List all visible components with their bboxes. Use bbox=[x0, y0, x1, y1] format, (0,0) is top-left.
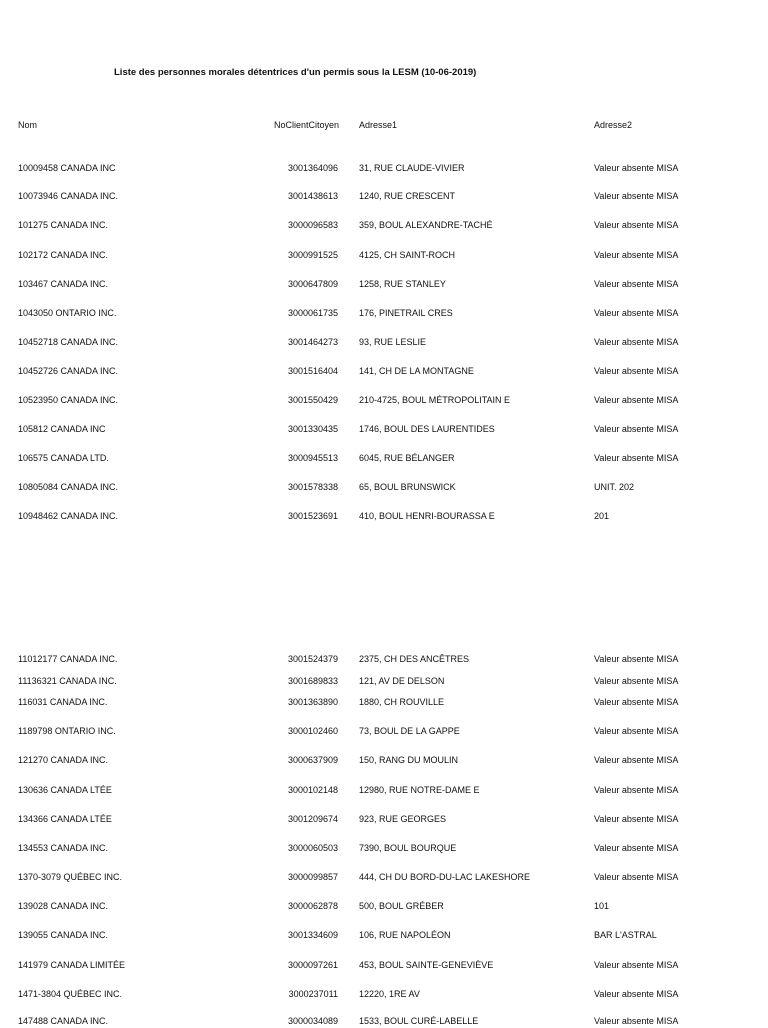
cell-adresse2: 201 bbox=[594, 511, 610, 521]
cell-no-client: 3000637909 bbox=[287, 755, 338, 765]
cell-nom: 101275 CANADA INC. bbox=[18, 220, 109, 230]
cell-no-client: 3001523691 bbox=[287, 511, 338, 521]
cell-adresse1: 1240, RUE CRESCENT bbox=[359, 191, 456, 201]
cell-no-client: 3001334609 bbox=[287, 930, 338, 940]
cell-adresse2: Valeur absente MISA bbox=[594, 755, 679, 765]
cell-adresse1: 73, BOUL DE LA GAPPE bbox=[359, 726, 460, 736]
cell-nom: 1189798 ONTARIO INC. bbox=[18, 726, 116, 736]
cell-adresse1: 121, AV DE DELSON bbox=[359, 676, 445, 686]
document-title: Liste des personnes morales détentrices d'un permis sous la LESM (10-06-2019) bbox=[114, 67, 477, 78]
cell-adresse2: Valeur absente MISA bbox=[594, 163, 679, 173]
cell-nom: 134366 CANADA LTÉE bbox=[18, 814, 112, 824]
cell-adresse2: Valeur absente MISA bbox=[594, 960, 679, 970]
cell-nom: 10009458 CANADA INC bbox=[18, 163, 116, 173]
table-row bbox=[0, 424, 768, 436]
cell-no-client: 3000060503 bbox=[287, 843, 338, 853]
cell-no-client: 3000991525 bbox=[287, 250, 338, 260]
cell-no-client: 3001550429 bbox=[287, 395, 338, 405]
table-row bbox=[0, 511, 768, 523]
cell-adresse2: Valeur absente MISA bbox=[594, 676, 679, 686]
table-row bbox=[0, 960, 768, 972]
cell-nom: 139055 CANADA INC. bbox=[18, 930, 109, 940]
cell-adresse2: Valeur absente MISA bbox=[594, 1016, 679, 1026]
cell-adresse2: Valeur absente MISA bbox=[594, 279, 679, 289]
cell-adresse1: 106, RUE NAPOLÉON bbox=[359, 930, 451, 940]
cell-adresse1: 65, BOUL BRUNSWICK bbox=[359, 482, 456, 492]
cell-adresse1: 923, RUE GEORGES bbox=[359, 814, 447, 824]
table-row bbox=[0, 453, 768, 465]
cell-nom: 121270 CANADA INC. bbox=[18, 755, 109, 765]
cell-adresse2: Valeur absente MISA bbox=[594, 697, 679, 707]
cell-adresse1: 410, BOUL HENRI-BOURASSA E bbox=[359, 511, 495, 521]
table-row bbox=[0, 337, 768, 349]
cell-no-client: 3001689833 bbox=[287, 676, 338, 686]
cell-nom: 1370-3079 QUÉBEC INC. bbox=[18, 872, 123, 882]
cell-adresse2: 101 bbox=[594, 901, 610, 911]
cell-adresse1: 7390, BOUL BOURQUE bbox=[359, 843, 457, 853]
cell-no-client: 3000647809 bbox=[287, 279, 338, 289]
cell-no-client: 3001524379 bbox=[287, 654, 338, 664]
cell-no-client: 3000237011 bbox=[288, 989, 338, 999]
cell-no-client: 3001363890 bbox=[287, 697, 338, 707]
cell-no-client: 3000097261 bbox=[287, 960, 338, 970]
table-row bbox=[0, 250, 768, 262]
cell-adresse1: 31, RUE CLAUDE-VIVIER bbox=[359, 163, 465, 173]
table-row bbox=[0, 814, 768, 826]
table-row bbox=[0, 220, 768, 232]
cell-adresse1: 93, RUE LESLIE bbox=[359, 337, 427, 347]
cell-no-client: 3000102148 bbox=[287, 785, 338, 795]
cell-adresse1: 6045, RUE BÉLANGER bbox=[359, 453, 455, 463]
cell-adresse1: 210-4725, BOUL MÉTROPOLITAIN E bbox=[359, 395, 511, 405]
cell-adresse1: 1746, BOUL DES LAURENTIDES bbox=[359, 424, 495, 434]
cell-nom: 1043050 ONTARIO INC. bbox=[18, 308, 117, 318]
cell-no-client: 3000102460 bbox=[287, 726, 338, 736]
cell-no-client: 3001330435 bbox=[287, 424, 338, 434]
cell-adresse1: 500, BOUL GRÉBER bbox=[359, 901, 444, 911]
cell-adresse2: Valeur absente MISA bbox=[594, 395, 679, 405]
cell-nom: 130636 CANADA LTÉE bbox=[18, 785, 112, 795]
table-row bbox=[0, 308, 768, 320]
cell-nom: 10452726 CANADA INC. bbox=[18, 366, 119, 376]
table-row bbox=[0, 785, 768, 797]
cell-no-client: 3000096583 bbox=[287, 220, 338, 230]
cell-nom: 10073946 CANADA INC. bbox=[18, 191, 119, 201]
cell-adresse1: 1258, RUE STANLEY bbox=[359, 279, 446, 289]
cell-adresse1: 12980, RUE NOTRE-DAME E bbox=[359, 785, 480, 795]
cell-nom: 10452718 CANADA INC. bbox=[18, 337, 119, 347]
cell-adresse1: 176, PINETRAIL CRES bbox=[359, 308, 453, 318]
cell-adresse2: Valeur absente MISA bbox=[594, 843, 679, 853]
cell-nom: 10948462 CANADA INC. bbox=[18, 511, 119, 521]
cell-nom: 147488 CANADA INC. bbox=[18, 1016, 109, 1026]
cell-adresse2: BAR L'ASTRAL bbox=[594, 930, 657, 940]
cell-no-client: 3001209674 bbox=[287, 814, 338, 824]
cell-no-client: 3000945513 bbox=[287, 453, 338, 463]
cell-adresse2: Valeur absente MISA bbox=[594, 337, 679, 347]
cell-adresse1: 453, BOUL SAINTE-GENEVIÈVE bbox=[359, 960, 494, 970]
cell-no-client: 3001464273 bbox=[287, 337, 338, 347]
cell-nom: 139028 CANADA INC. bbox=[18, 901, 109, 911]
cell-adresse1: 141, CH DE LA MONTAGNE bbox=[359, 366, 474, 376]
table-row bbox=[0, 901, 768, 913]
header-adresse1: Adresse1 bbox=[359, 120, 398, 130]
cell-nom: 141979 CANADA LIMITÉE bbox=[18, 960, 126, 970]
cell-no-client: 3000062878 bbox=[287, 901, 338, 911]
cell-no-client: 3000099857 bbox=[287, 872, 338, 882]
cell-nom: 116031 CANADA INC. bbox=[18, 697, 108, 707]
cell-adresse2: Valeur absente MISA bbox=[594, 814, 679, 824]
table-row bbox=[0, 482, 768, 494]
cell-adresse1: 359, BOUL ALEXANDRE-TACHÉ bbox=[359, 220, 493, 230]
cell-adresse2: Valeur absente MISA bbox=[594, 453, 679, 463]
table-row bbox=[0, 279, 768, 291]
table-row bbox=[0, 395, 768, 407]
header-adresse2: Adresse2 bbox=[594, 120, 633, 130]
cell-adresse2: Valeur absente MISA bbox=[594, 366, 679, 376]
cell-no-client: 3001516404 bbox=[287, 366, 338, 376]
table-row bbox=[0, 930, 768, 942]
cell-nom: 106575 CANADA LTD. bbox=[18, 453, 109, 463]
header-no-client: NoClientCitoyen bbox=[274, 120, 340, 130]
cell-no-client: 3001364096 bbox=[287, 163, 338, 173]
cell-no-client: 3000034089 bbox=[287, 1016, 338, 1026]
cell-adresse2: Valeur absente MISA bbox=[594, 989, 679, 999]
cell-adresse2: Valeur absente MISA bbox=[594, 726, 679, 736]
header-nom: Nom bbox=[18, 120, 38, 130]
cell-adresse1: 4125, CH SAINT-ROCH bbox=[359, 250, 456, 260]
cell-adresse2: Valeur absente MISA bbox=[594, 654, 679, 664]
cell-adresse2: Valeur absente MISA bbox=[594, 191, 679, 201]
cell-adresse1: 444, CH DU BORD-DU-LAC LAKESHORE bbox=[359, 872, 531, 882]
table-row bbox=[0, 843, 768, 855]
cell-nom: 10805084 CANADA INC. bbox=[18, 482, 119, 492]
table-row bbox=[0, 366, 768, 378]
table-row bbox=[0, 191, 768, 203]
table-row bbox=[0, 654, 768, 666]
cell-nom: 105812 CANADA INC bbox=[18, 424, 106, 434]
table-row bbox=[0, 872, 768, 884]
cell-adresse2: Valeur absente MISA bbox=[594, 220, 679, 230]
cell-nom: 11136321 CANADA INC. bbox=[18, 676, 117, 686]
cell-adresse1: 1880, CH ROUVILLE bbox=[359, 697, 445, 707]
cell-no-client: 3001438613 bbox=[287, 191, 338, 201]
table-row bbox=[0, 1016, 768, 1028]
cell-adresse1: 150, RANG DU MOULIN bbox=[359, 755, 459, 765]
cell-nom: 103467 CANADA INC. bbox=[18, 279, 109, 289]
cell-adresse1: 12220, 1RE AV bbox=[359, 989, 420, 999]
cell-nom: 1471-3804 QUÉBEC INC. bbox=[18, 989, 123, 999]
table-row bbox=[0, 755, 768, 767]
cell-nom: 10523950 CANADA INC. bbox=[18, 395, 119, 405]
cell-adresse2: Valeur absente MISA bbox=[594, 424, 679, 434]
cell-nom: 134553 CANADA INC. bbox=[18, 843, 109, 853]
cell-adresse2: Valeur absente MISA bbox=[594, 308, 679, 318]
cell-nom: 102172 CANADA INC. bbox=[18, 250, 109, 260]
cell-no-client: 3001578338 bbox=[287, 482, 338, 492]
cell-adresse2: UNIT. 202 bbox=[594, 482, 635, 492]
cell-nom: 11012177 CANADA INC. bbox=[18, 654, 118, 664]
table-row bbox=[0, 676, 768, 688]
table-row bbox=[0, 697, 768, 709]
cell-no-client: 3000061735 bbox=[287, 308, 338, 318]
cell-adresse2: Valeur absente MISA bbox=[594, 872, 679, 882]
table-row bbox=[0, 989, 768, 1001]
cell-adresse2: Valeur absente MISA bbox=[594, 250, 679, 260]
table-row bbox=[0, 726, 768, 738]
cell-adresse1: 1533, BOUL CURÉ-LABELLE bbox=[359, 1016, 479, 1026]
table-row bbox=[0, 163, 768, 175]
cell-adresse2: Valeur absente MISA bbox=[594, 785, 679, 795]
cell-adresse1: 2375, CH DES ANCÊTRES bbox=[359, 654, 470, 664]
